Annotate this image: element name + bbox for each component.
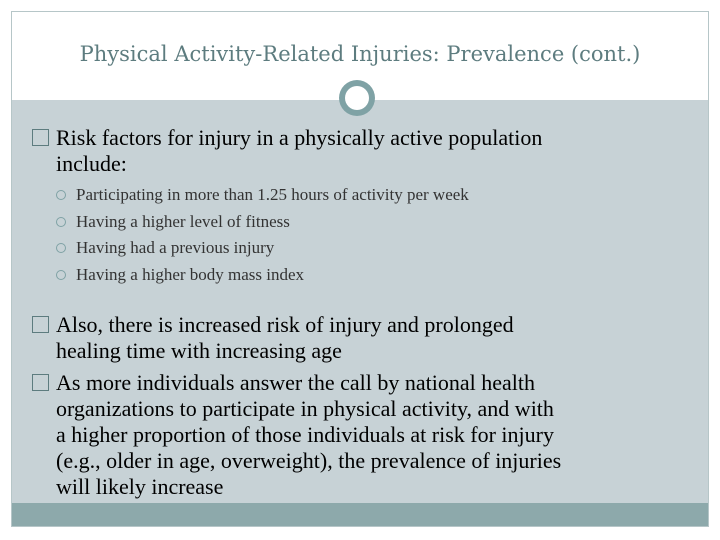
bullet-risk-factors xyxy=(32,125,692,177)
list-item: Having a higher body mass index xyxy=(56,262,656,289)
circle-bullet-icon xyxy=(56,217,66,227)
circle-bullet-icon xyxy=(56,270,66,280)
risk-factor-list xyxy=(56,182,656,288)
bullet-text-line: Risk factors for injury in a physically active population xyxy=(56,125,543,150)
circle-bullet-icon xyxy=(56,243,66,253)
bullet-age-risk xyxy=(32,312,692,364)
slide-title: Physical Activity-Related Injuries: Prevalence (cont.) xyxy=(79,42,641,66)
bullet-text-line: (e.g., older in age, overweight), the prevalence of injuries xyxy=(56,447,562,473)
bullet-text-line: include: xyxy=(56,150,127,176)
bullet-text-line: As more individuals answer the call by national health xyxy=(56,370,535,395)
bullet-text-line: a higher proportion of those individuals at risk for injury xyxy=(56,421,554,447)
square-bullet-icon xyxy=(32,316,49,333)
circle-ornament-icon xyxy=(339,80,375,116)
footer-bar xyxy=(12,503,708,526)
bullet-text-line: organizations to participate in physical activity, and with xyxy=(56,395,554,421)
list-item: Having a higher level of fitness xyxy=(56,209,656,236)
square-bullet-icon xyxy=(32,129,49,146)
bullet-text-line: healing time with increasing age xyxy=(56,337,342,363)
list-item: Participating in more than 1.25 hours of activity per week xyxy=(56,182,656,209)
bullet-text-line: Also, there is increased risk of injury and prolonged xyxy=(56,312,514,337)
square-bullet-icon xyxy=(32,374,49,391)
circle-bullet-icon xyxy=(56,190,66,200)
bullet-prevalence-increase xyxy=(32,370,702,500)
bullet-text-line: will likely increase xyxy=(56,473,224,499)
list-item: Having had a previous injury xyxy=(56,235,656,262)
